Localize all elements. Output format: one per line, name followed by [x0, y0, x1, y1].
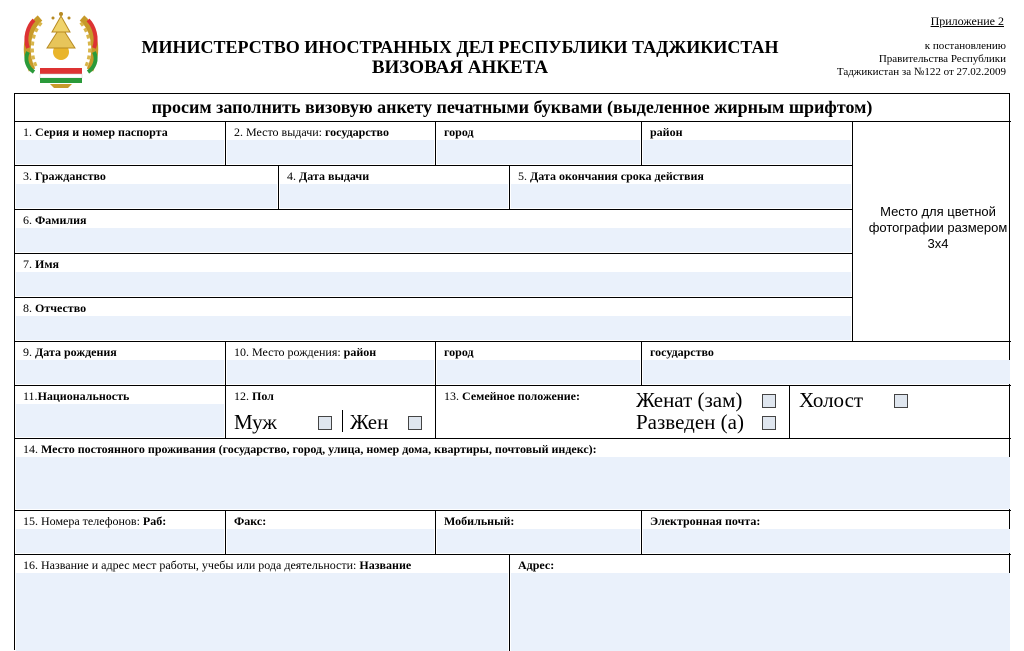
workplace-name-field[interactable] — [15, 554, 509, 651]
sex-divider — [342, 410, 343, 432]
marital-status-label: Семейное положение: — [462, 389, 581, 403]
decree-reference — [776, 40, 1006, 79]
name-input[interactable] — [16, 272, 851, 296]
field-number: 11. — [23, 389, 38, 403]
residence-field[interactable] — [15, 438, 1011, 510]
passport-input[interactable] — [16, 140, 224, 164]
appendix-label: Приложение 2 — [930, 14, 1004, 28]
passport-field[interactable] — [15, 121, 225, 165]
sex-field — [225, 385, 435, 438]
decree-line-1: к постановлению — [924, 40, 1006, 52]
citizenship-input[interactable] — [16, 184, 277, 208]
birth-district-label: район — [343, 345, 377, 359]
field-number: 5. — [518, 169, 527, 183]
marital-status-field — [435, 385, 1011, 438]
issue-district-label: район — [650, 125, 683, 139]
workplace-name-label: Название — [359, 558, 412, 572]
field-number: 3. — [23, 169, 32, 183]
residence-label: Место постоянного проживания (государство, город, улица, номер дома, квартиры, почтовый индекс): — [41, 442, 597, 456]
issue-country-field[interactable] — [225, 121, 435, 165]
birth-city-input[interactable] — [437, 360, 640, 384]
email-input[interactable] — [643, 529, 1010, 553]
sex-male-checkbox[interactable] — [318, 416, 332, 430]
phone-work-field[interactable] — [15, 510, 225, 554]
expiry-date-input[interactable] — [511, 184, 851, 208]
ministry-name: МИНИСТЕРСТВО ИНОСТРАННЫХ ДЕЛ РЕСПУБЛИКИ ТАДЖИКИСТАН — [141, 37, 779, 57]
birth-country-label: государство — [650, 345, 714, 359]
birth-date-field[interactable] — [15, 341, 225, 385]
marital-married-label: Женат (зам) — [636, 388, 743, 412]
surname-field[interactable] — [15, 209, 852, 253]
fax-input[interactable] — [227, 529, 434, 553]
decree-line-3: Таджикистан за №122 от 27.02.2009 — [836, 66, 1006, 78]
expiry-date-label: Дата окончания срока действия — [530, 169, 704, 183]
issue-date-label: Дата выдачи — [299, 169, 370, 183]
expiry-date-field[interactable] — [509, 165, 852, 209]
nationality-input[interactable] — [16, 404, 224, 437]
field-number: 6. — [23, 213, 32, 227]
birth-date-input[interactable] — [16, 360, 224, 384]
birth-city-label: город — [444, 345, 474, 359]
nationality-label: Национальность — [37, 389, 130, 403]
sex-male-label: Муж — [234, 410, 277, 434]
marital-divorced-label: Разведен (а) — [636, 410, 744, 434]
birth-date-label: Дата рождения — [35, 345, 117, 359]
citizenship-field[interactable] — [15, 165, 278, 209]
issue-place-prefix: 2. Место выдачи: — [234, 125, 323, 139]
name-label: Имя — [35, 257, 59, 271]
name-field[interactable] — [15, 253, 852, 297]
birth-country-input[interactable] — [643, 360, 1010, 384]
issue-date-input[interactable] — [280, 184, 508, 208]
patronymic-input[interactable] — [16, 316, 851, 340]
photo-placeholder-text: Место для цветной фотографии размером 3х4 — [868, 204, 1008, 251]
field-number: 7. — [23, 257, 32, 271]
sex-label: Пол — [252, 389, 274, 403]
tajikistan-emblem-icon — [22, 8, 100, 88]
email-field[interactable] — [641, 510, 1011, 554]
surname-label: Фамилия — [35, 213, 87, 227]
phones-prefix: 15. Номера телефонов: — [23, 514, 140, 528]
phone-work-input[interactable] — [16, 529, 224, 553]
workplace-prefix: 16. Название и адрес мест работы, учебы или рода деятельности: — [23, 558, 357, 572]
sex-female-checkbox[interactable] — [408, 416, 422, 430]
field-number: 12. — [234, 389, 249, 403]
visa-form — [14, 93, 1010, 650]
issue-date-field[interactable] — [278, 165, 509, 209]
field-number: 9. — [23, 345, 32, 359]
nationality-field[interactable] — [15, 385, 225, 438]
issue-city-field[interactable] — [435, 121, 641, 165]
surname-input[interactable] — [16, 228, 851, 252]
email-label: Электронная почта: — [650, 514, 761, 528]
marital-married-checkbox[interactable] — [762, 394, 776, 408]
mobile-input[interactable] — [437, 529, 640, 553]
decree-line-2: Правительства Республики — [878, 53, 1006, 65]
marital-single-label: Холост — [799, 388, 864, 412]
citizenship-label: Гражданство — [35, 169, 106, 183]
mobile-label: Мобильный: — [444, 514, 515, 528]
patronymic-field[interactable] — [15, 297, 852, 341]
field-number: 8. — [23, 301, 32, 315]
issue-city-input[interactable] — [437, 140, 640, 164]
field-number: 4. — [287, 169, 296, 183]
patronymic-label: Отчество — [35, 301, 87, 315]
field-number: 14. — [23, 442, 38, 456]
work-address-input[interactable] — [511, 573, 1010, 651]
birth-district-input[interactable] — [227, 360, 434, 384]
work-address-label: Адрес: — [518, 558, 555, 572]
issue-district-field[interactable] — [641, 121, 852, 165]
form-instruction: просим заполнить визовую анкету печатными буквами (выделенное жирным шрифтом) — [151, 97, 873, 117]
residence-input[interactable] — [16, 457, 1010, 509]
issue-country-label: государство — [325, 125, 389, 139]
workplace-name-input[interactable] — [16, 573, 508, 651]
issue-city-label: город — [444, 125, 474, 139]
fax-field[interactable] — [225, 510, 435, 554]
birth-district-field[interactable] — [225, 341, 435, 385]
mobile-field[interactable] — [435, 510, 641, 554]
birth-country-field[interactable] — [641, 341, 1011, 385]
marital-divider — [789, 386, 790, 439]
work-address-field[interactable] — [509, 554, 1011, 651]
issue-country-input[interactable] — [227, 140, 434, 164]
marital-divorced-checkbox[interactable] — [762, 416, 776, 430]
phone-work-label: Раб: — [142, 514, 167, 528]
birth-place-prefix: 10. Место рождения: — [234, 345, 341, 359]
marital-single-checkbox[interactable] — [894, 394, 908, 408]
field-number: 13. — [444, 389, 459, 403]
fax-label: Факс: — [234, 514, 267, 528]
field-number: 1. — [23, 125, 32, 139]
issue-district-input[interactable] — [643, 140, 851, 164]
sex-female-label: Жен — [350, 410, 389, 434]
document-title: ВИЗОВАЯ АНКЕТА — [371, 57, 549, 78]
birth-city-field[interactable] — [435, 341, 641, 385]
passport-label: Серия и номер паспорта — [35, 125, 168, 139]
